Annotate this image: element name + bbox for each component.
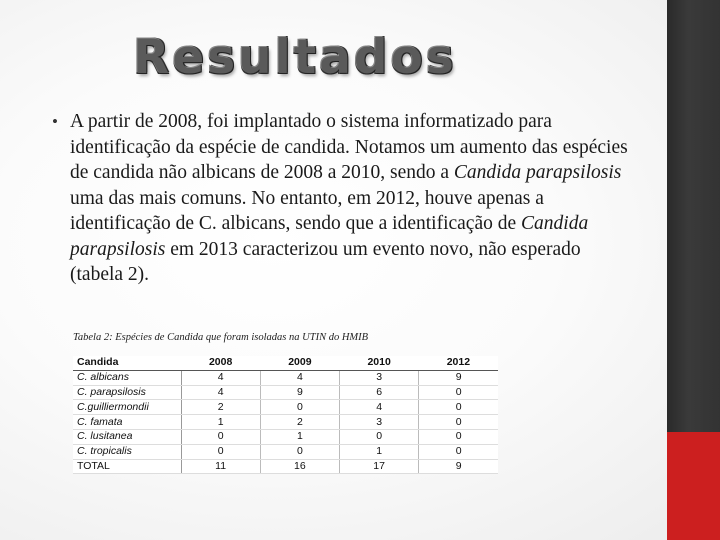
table-cell: 0 <box>419 385 498 400</box>
table-cell: 9 <box>419 370 498 385</box>
bullet-text-part-2: uma das mais comuns. No entanto, em 2012, houve apenas a identificação de C. albicans, sendo que a identificação de <box>70 187 544 234</box>
table-row <box>73 429 498 444</box>
table-cell: 0 <box>340 429 419 444</box>
table-cell: TOTAL <box>73 459 181 474</box>
header-cell: 2012 <box>419 356 498 370</box>
header-cell: 2008 <box>181 356 260 370</box>
table-cell: 2 <box>260 415 339 430</box>
header-cell: 2009 <box>260 356 339 370</box>
table-cell: 0 <box>419 415 498 430</box>
bullet-dot-icon: • <box>52 112 58 131</box>
table-cell: C. lusitanea <box>73 429 181 444</box>
table-total-row <box>73 459 498 474</box>
table-cell: 17 <box>340 459 419 474</box>
table-cell: C. parapsilosis <box>73 385 181 400</box>
table-cell: 0 <box>181 444 260 459</box>
table-cell: 3 <box>340 370 419 385</box>
bullet-text-part-1: A partir de 2008, foi implantado o sistema informatizado para identificação da espécie de candida. Notamos um aumento das espécies de candida não albicans de 2008 a 2010, sendo a <box>70 111 628 183</box>
table-caption: Tabela 2: Espécies de Candida que foram isoladas na UTIN do HMIB <box>73 332 369 343</box>
bullet-text <box>70 109 632 288</box>
table-cell: 0 <box>419 444 498 459</box>
table-cell: 0 <box>260 400 339 415</box>
table-cell: 9 <box>260 385 339 400</box>
table-cell: 0 <box>419 400 498 415</box>
table-cell: C. albicans <box>73 370 181 385</box>
table-cell: 0 <box>181 429 260 444</box>
table-cell: 0 <box>419 429 498 444</box>
table-cell: C.guilliermondii <box>73 400 181 415</box>
table-cell: 1 <box>181 415 260 430</box>
slide-title: Resultados <box>133 30 457 85</box>
table-cell: 1 <box>260 429 339 444</box>
table-row <box>73 400 498 415</box>
table-row <box>73 370 498 385</box>
table-cell: 1 <box>340 444 419 459</box>
table-cell: 3 <box>340 415 419 430</box>
table-cell: 4 <box>260 370 339 385</box>
right-decorative-bar <box>667 0 720 540</box>
table-header-row <box>73 356 498 370</box>
red-accent-block <box>667 432 720 540</box>
table-cell: 0 <box>260 444 339 459</box>
table-cell: 9 <box>419 459 498 474</box>
table-cell: 6 <box>340 385 419 400</box>
table-cell: 2 <box>181 400 260 415</box>
bullet-italic-species-1: Candida parapsilosis <box>453 162 622 183</box>
table-cell: C. famata <box>73 415 181 430</box>
table-row <box>73 444 498 459</box>
table-cell: C. tropicalis <box>73 444 181 459</box>
table-cell: 4 <box>340 400 419 415</box>
bullet-italic-species-2: Candida parapsilosis <box>70 213 589 260</box>
header-cell: 2010 <box>340 356 419 370</box>
table-row <box>73 385 498 400</box>
bullet-paragraph <box>52 109 632 288</box>
table-cell: 11 <box>181 459 260 474</box>
header-cell: Candida <box>73 356 181 370</box>
table-cell: 4 <box>181 385 260 400</box>
bullet-text-part-3: em 2013 caracterizou um evento novo, não esperado (tabela 2). <box>70 238 581 285</box>
table-cell: 16 <box>260 459 339 474</box>
species-table <box>73 356 498 474</box>
table-cell: 4 <box>181 370 260 385</box>
table-row <box>73 415 498 430</box>
